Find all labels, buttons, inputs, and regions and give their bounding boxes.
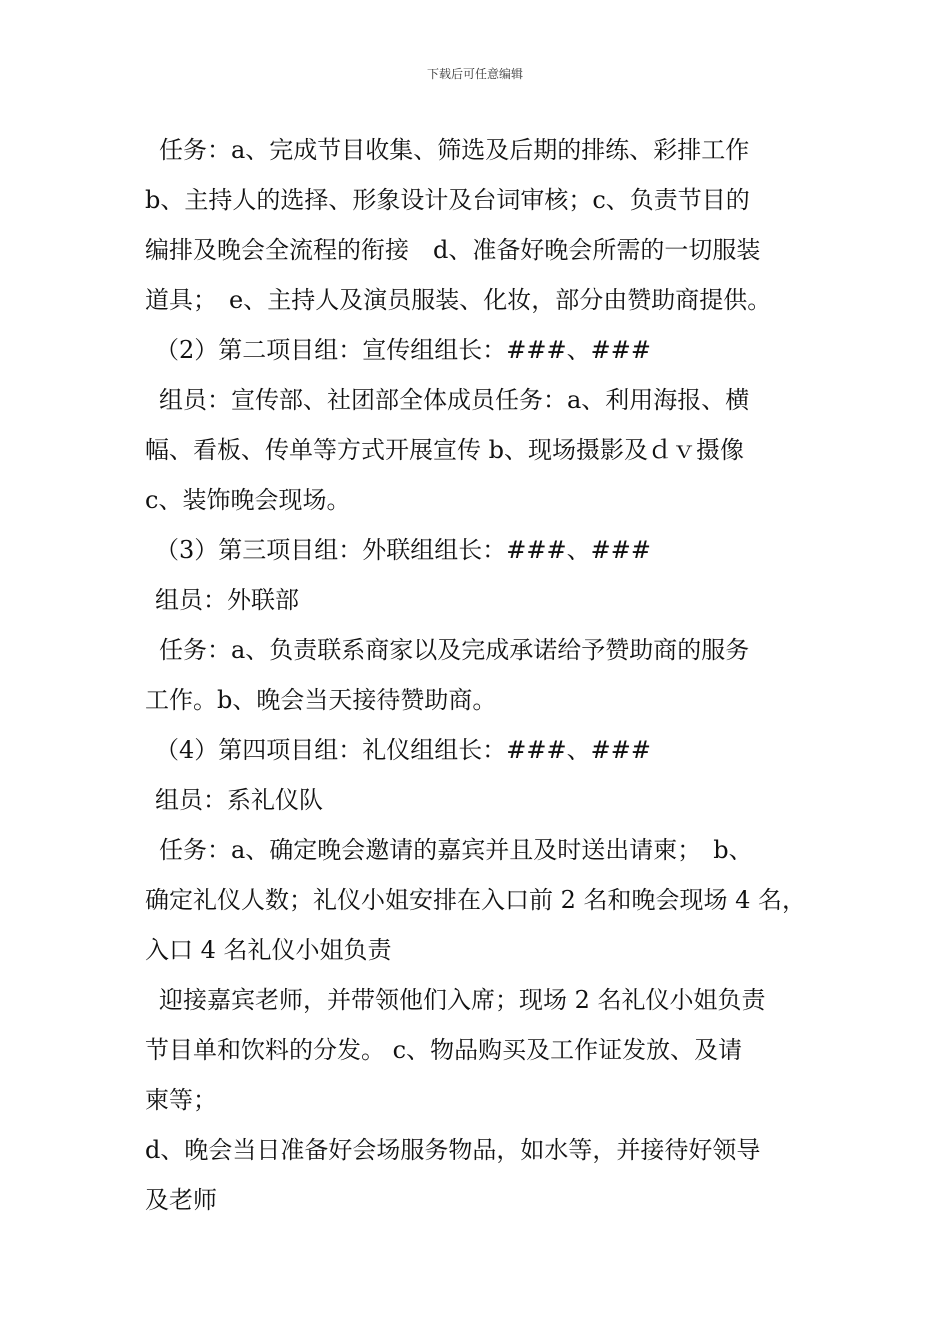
text-line: 确定礼仪人数；礼仪小姐安排在入口前 2 名和晚会现场 4 名， <box>145 886 807 914</box>
section-heading: （4）第四项目组：礼仪组组长：###、### <box>155 736 651 764</box>
text-line: 柬等； <box>145 1086 217 1114</box>
text-line: 工作。b、晚会当天接待赞助商。 <box>145 686 497 714</box>
text-line: 任务：a、完成节目收集、筛选及后期的排练、彩排工作 <box>159 136 750 164</box>
text-line: 及老师 <box>145 1186 217 1214</box>
text-line: 任务：a、负责联系商家以及完成承诺给予赞助商的服务 <box>159 636 750 664</box>
text-line: c、装饰晚会现场。 <box>145 486 351 514</box>
text-line: 幅、看板、传单等方式开展宣传 b、现场摄影及ｄｖ摄像 <box>145 436 744 464</box>
document-body <box>145 125 825 1225</box>
text-line: 组员：宣传部、社团部全体成员任务：a、利用海报、横 <box>159 386 750 414</box>
text-line: 任务：a、确定晚会邀请的嘉宾并且及时送出请柬； b、 <box>159 836 753 864</box>
page-header: 下载后可任意编辑 <box>426 67 523 81</box>
text-line: 组员：外联部 <box>155 586 299 614</box>
text-line: 组员：系礼仪队 <box>155 786 323 814</box>
text-line: 编排及晚会全流程的衔接 d、准备好晚会所需的一切服装 <box>145 236 761 264</box>
text-line: b、主持人的选择、形象设计及台词审核；c、负责节目的 <box>145 186 750 214</box>
text-line: 入口 4 名礼仪小姐负责 <box>145 936 392 964</box>
text-line: 迎接嘉宾老师，并带领他们入席；现场 2 名礼仪小姐负责 <box>159 986 766 1014</box>
text-line: 道具； e、主持人及演员服装、化妆，部分由赞助商提供。 <box>145 286 772 314</box>
text-line: 节目单和饮料的分发。 c、物品购买及工作证发放、及请 <box>145 1036 743 1064</box>
text-line: d、晚会当日准备好会场服务物品，如水等，并接待好领导 <box>145 1136 761 1164</box>
section-heading: （3）第三项目组：外联组组长：###、### <box>155 536 651 564</box>
section-heading: （2）第二项目组：宣传组组长：###、### <box>155 336 651 364</box>
